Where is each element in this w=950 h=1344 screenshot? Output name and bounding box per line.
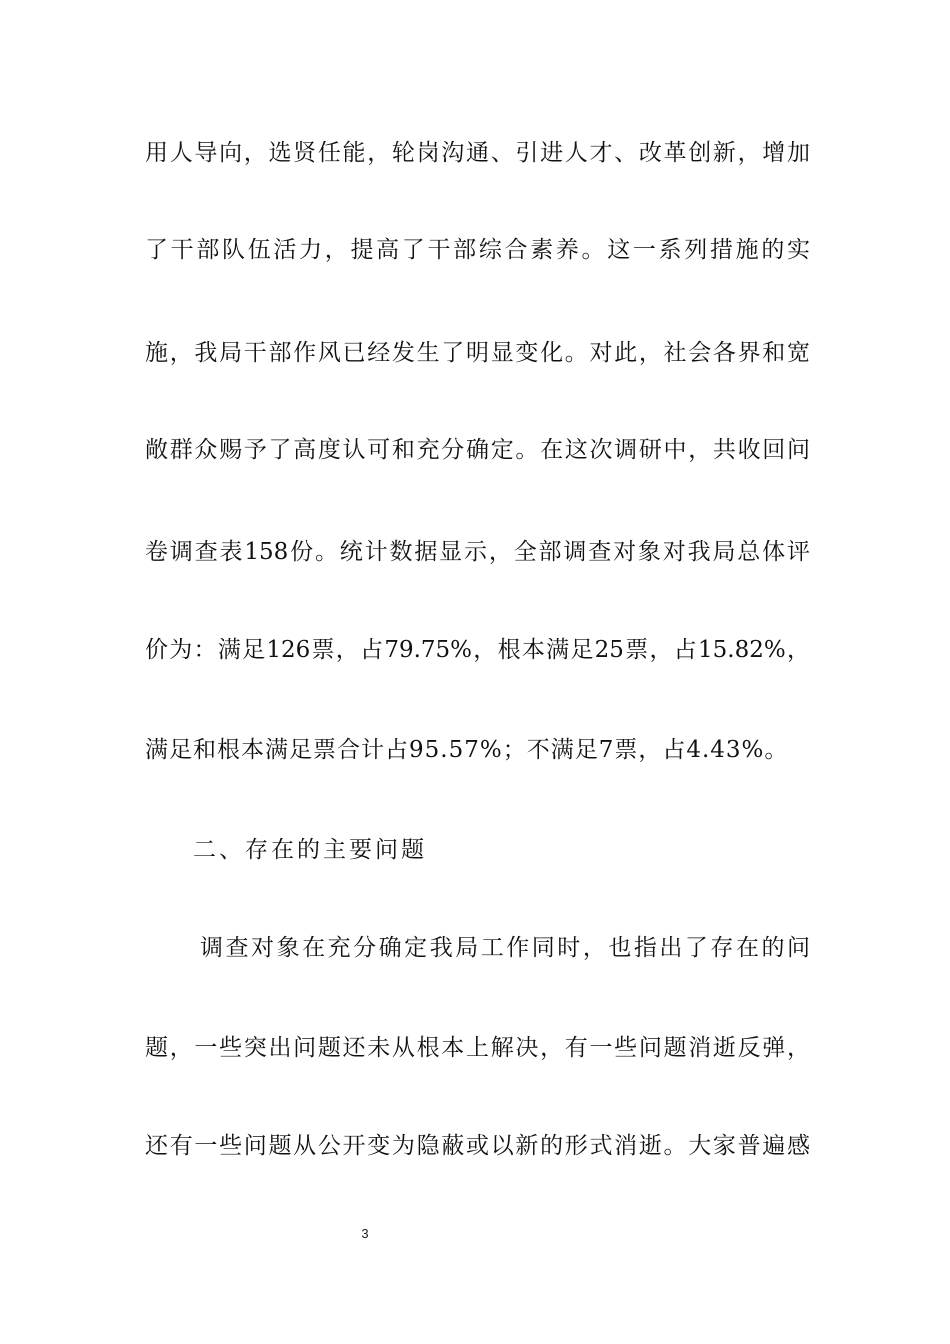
paragraph-line: 卷调查表158份。统计数据显示，全部调查对象对我局总体评 bbox=[145, 539, 810, 565]
paragraph-line: 敞群众赐予了高度认可和充分确定。在这次调研中，共收回问 bbox=[145, 437, 810, 463]
paragraph-line: 题，一些突出问题还未从根本上解决，有一些问题消逝反弹， bbox=[145, 1035, 810, 1061]
paragraph-line: 了干部队伍活力，提高了干部综合素养。这一系列措施的实 bbox=[145, 237, 810, 263]
page-number: 3 bbox=[361, 1226, 369, 1241]
paragraph-line: 满足和根本满足票合计占95.57%；不满足7票，占4.43%。 bbox=[145, 737, 789, 763]
paragraph-line: 用人导向，选贤任能，轮岗沟通、引进人才、改革创新，增加 bbox=[145, 140, 810, 166]
paragraph-line: 调查对象在充分确定我局工作同时，也指出了存在的问 bbox=[200, 935, 810, 961]
paragraph-line: 还有一些问题从公开变为隐蔽或以新的形式消逝。大家普遍感 bbox=[145, 1133, 810, 1159]
paragraph-line: 施，我局干部作风已经发生了明显变化。对此，社会各界和宽 bbox=[145, 340, 810, 366]
section-heading: 二、存在的主要问题 bbox=[193, 837, 427, 863]
paragraph-line: 价为：满足126票，占79.75%，根本满足25票，占15.82%， bbox=[145, 637, 810, 663]
